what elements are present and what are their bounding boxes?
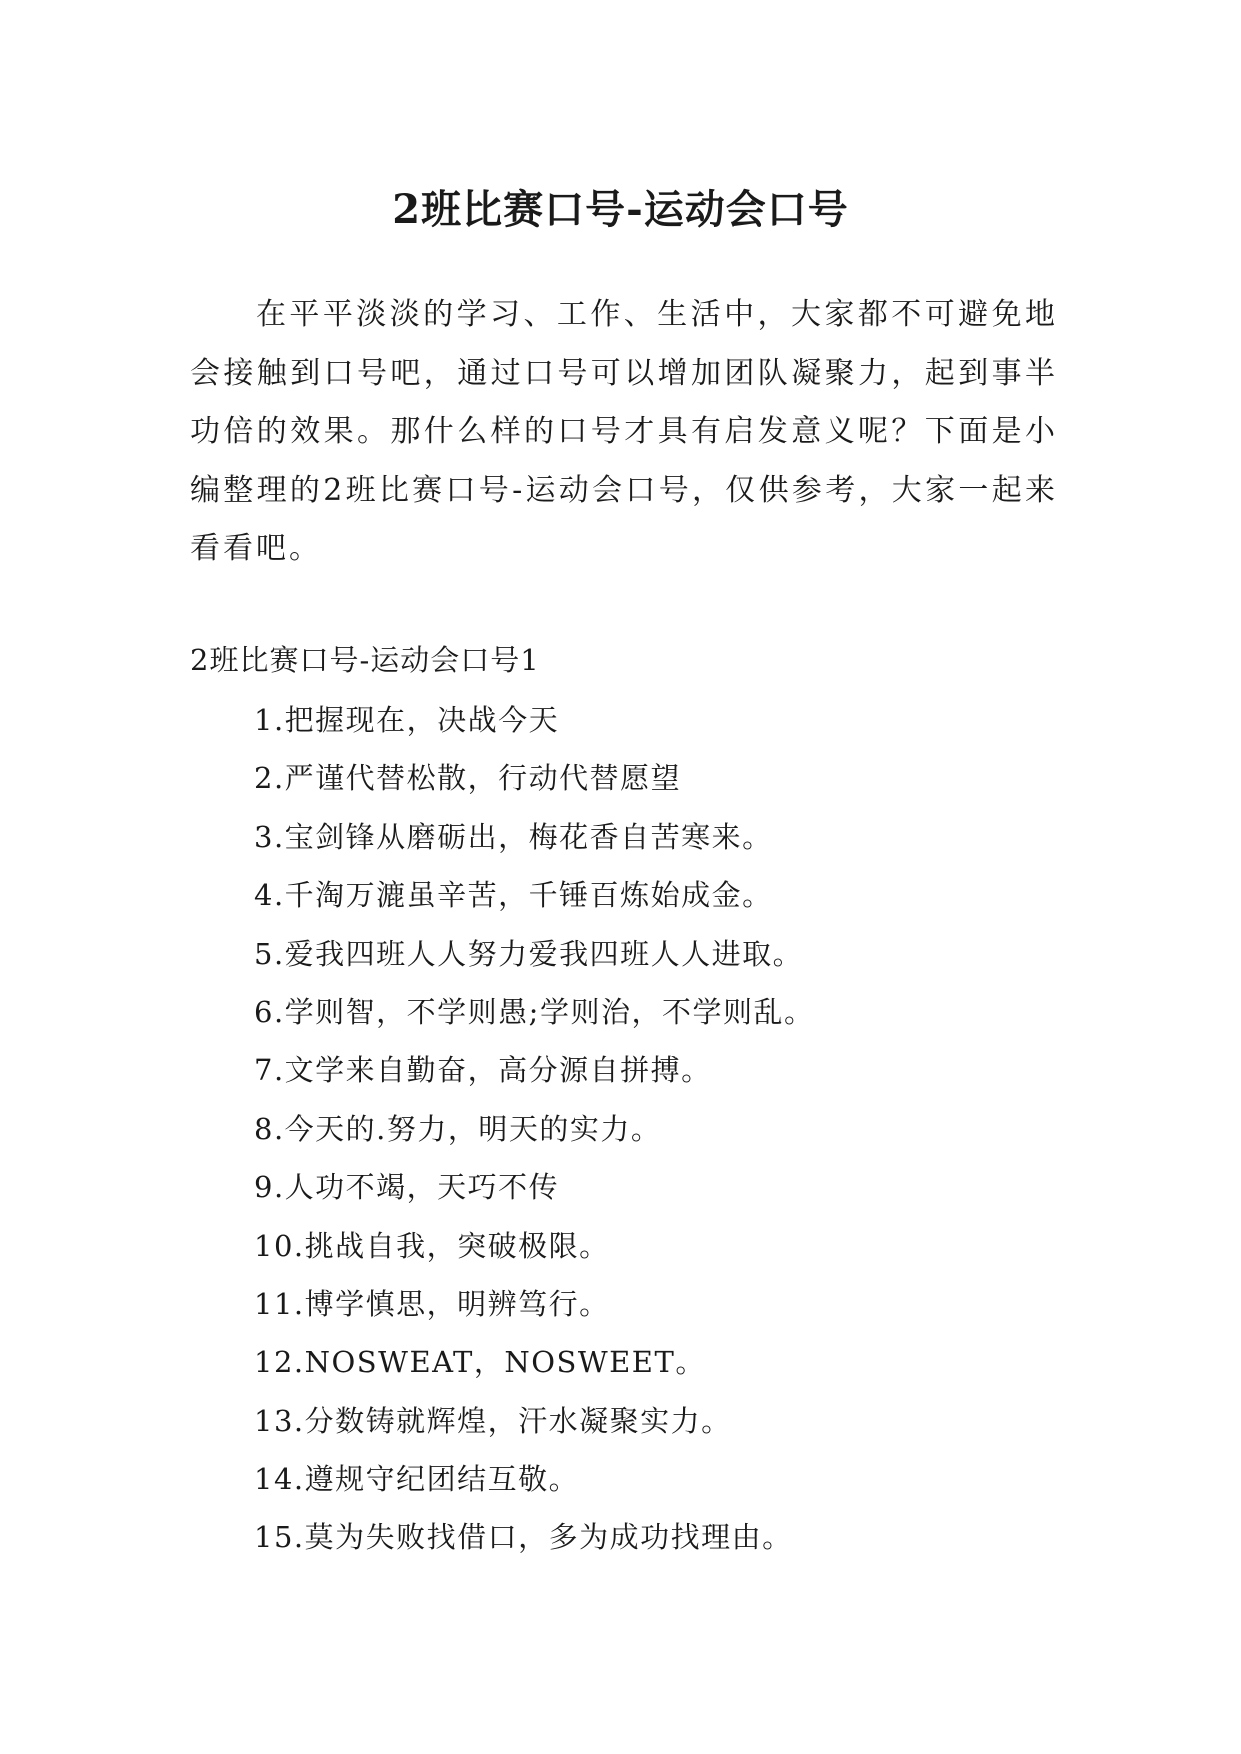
intro-paragraph: 在平平淡淡的学习、工作、生活中，大家都不可避免地会接触到口号吧，通过口号可以增加团队凝聚力，起到事半功倍的效果。那什么样的口号才具有启发意义呢？下面是小编整理的2班比赛口号-运动会口号，仅供参考，大家一起来看看吧。 [190,297,1058,566]
slogan-item: 8.今天的.努力，明天的实力。 [254,1111,662,1146]
slogan-item: 1.把握现在，决战今天 [254,703,560,737]
slogan-item: 12.NOSWEAT，NOSWEET。 [254,1345,706,1380]
slogan-item: 2.严谨代替松散，行动代替愿望 [254,761,682,796]
slogan-list [254,698,814,1574]
slogan-item: 4.千淘万漉虽辛苦，千锤百炼始成金。 [254,878,773,913]
slogan-item: 10.挑战自我，突破极限。 [254,1228,610,1263]
document-title: 2班比赛口号-运动会口号 [392,185,849,233]
slogan-item: 6.学则智，不学则愚;学则治，不学则乱。 [254,994,815,1029]
slogan-item: 14.遵规守纪团结互敬。 [254,1462,580,1497]
slogan-item: 5.爱我四班人人努力爱我四班人人进取。 [254,936,804,971]
slogan-item: 11.博学慎思，明辨笃行。 [254,1286,610,1321]
slogan-item: 13.分数铸就辉煌，汗水凝聚实力。 [254,1403,732,1438]
slogan-item: 7.文学来自勤奋，高分源自拼搏。 [254,1053,712,1088]
slogan-item: 9.人功不竭，天巧不传 [254,1170,560,1205]
slogan-item: 15.莫为失败找借口，多为成功找理由。 [254,1520,793,1555]
slogan-item: 3.宝剑锋从磨砺出，梅花香自苦寒来。 [254,819,773,854]
section-heading: 2班比赛口号-运动会口号1 [190,643,540,677]
